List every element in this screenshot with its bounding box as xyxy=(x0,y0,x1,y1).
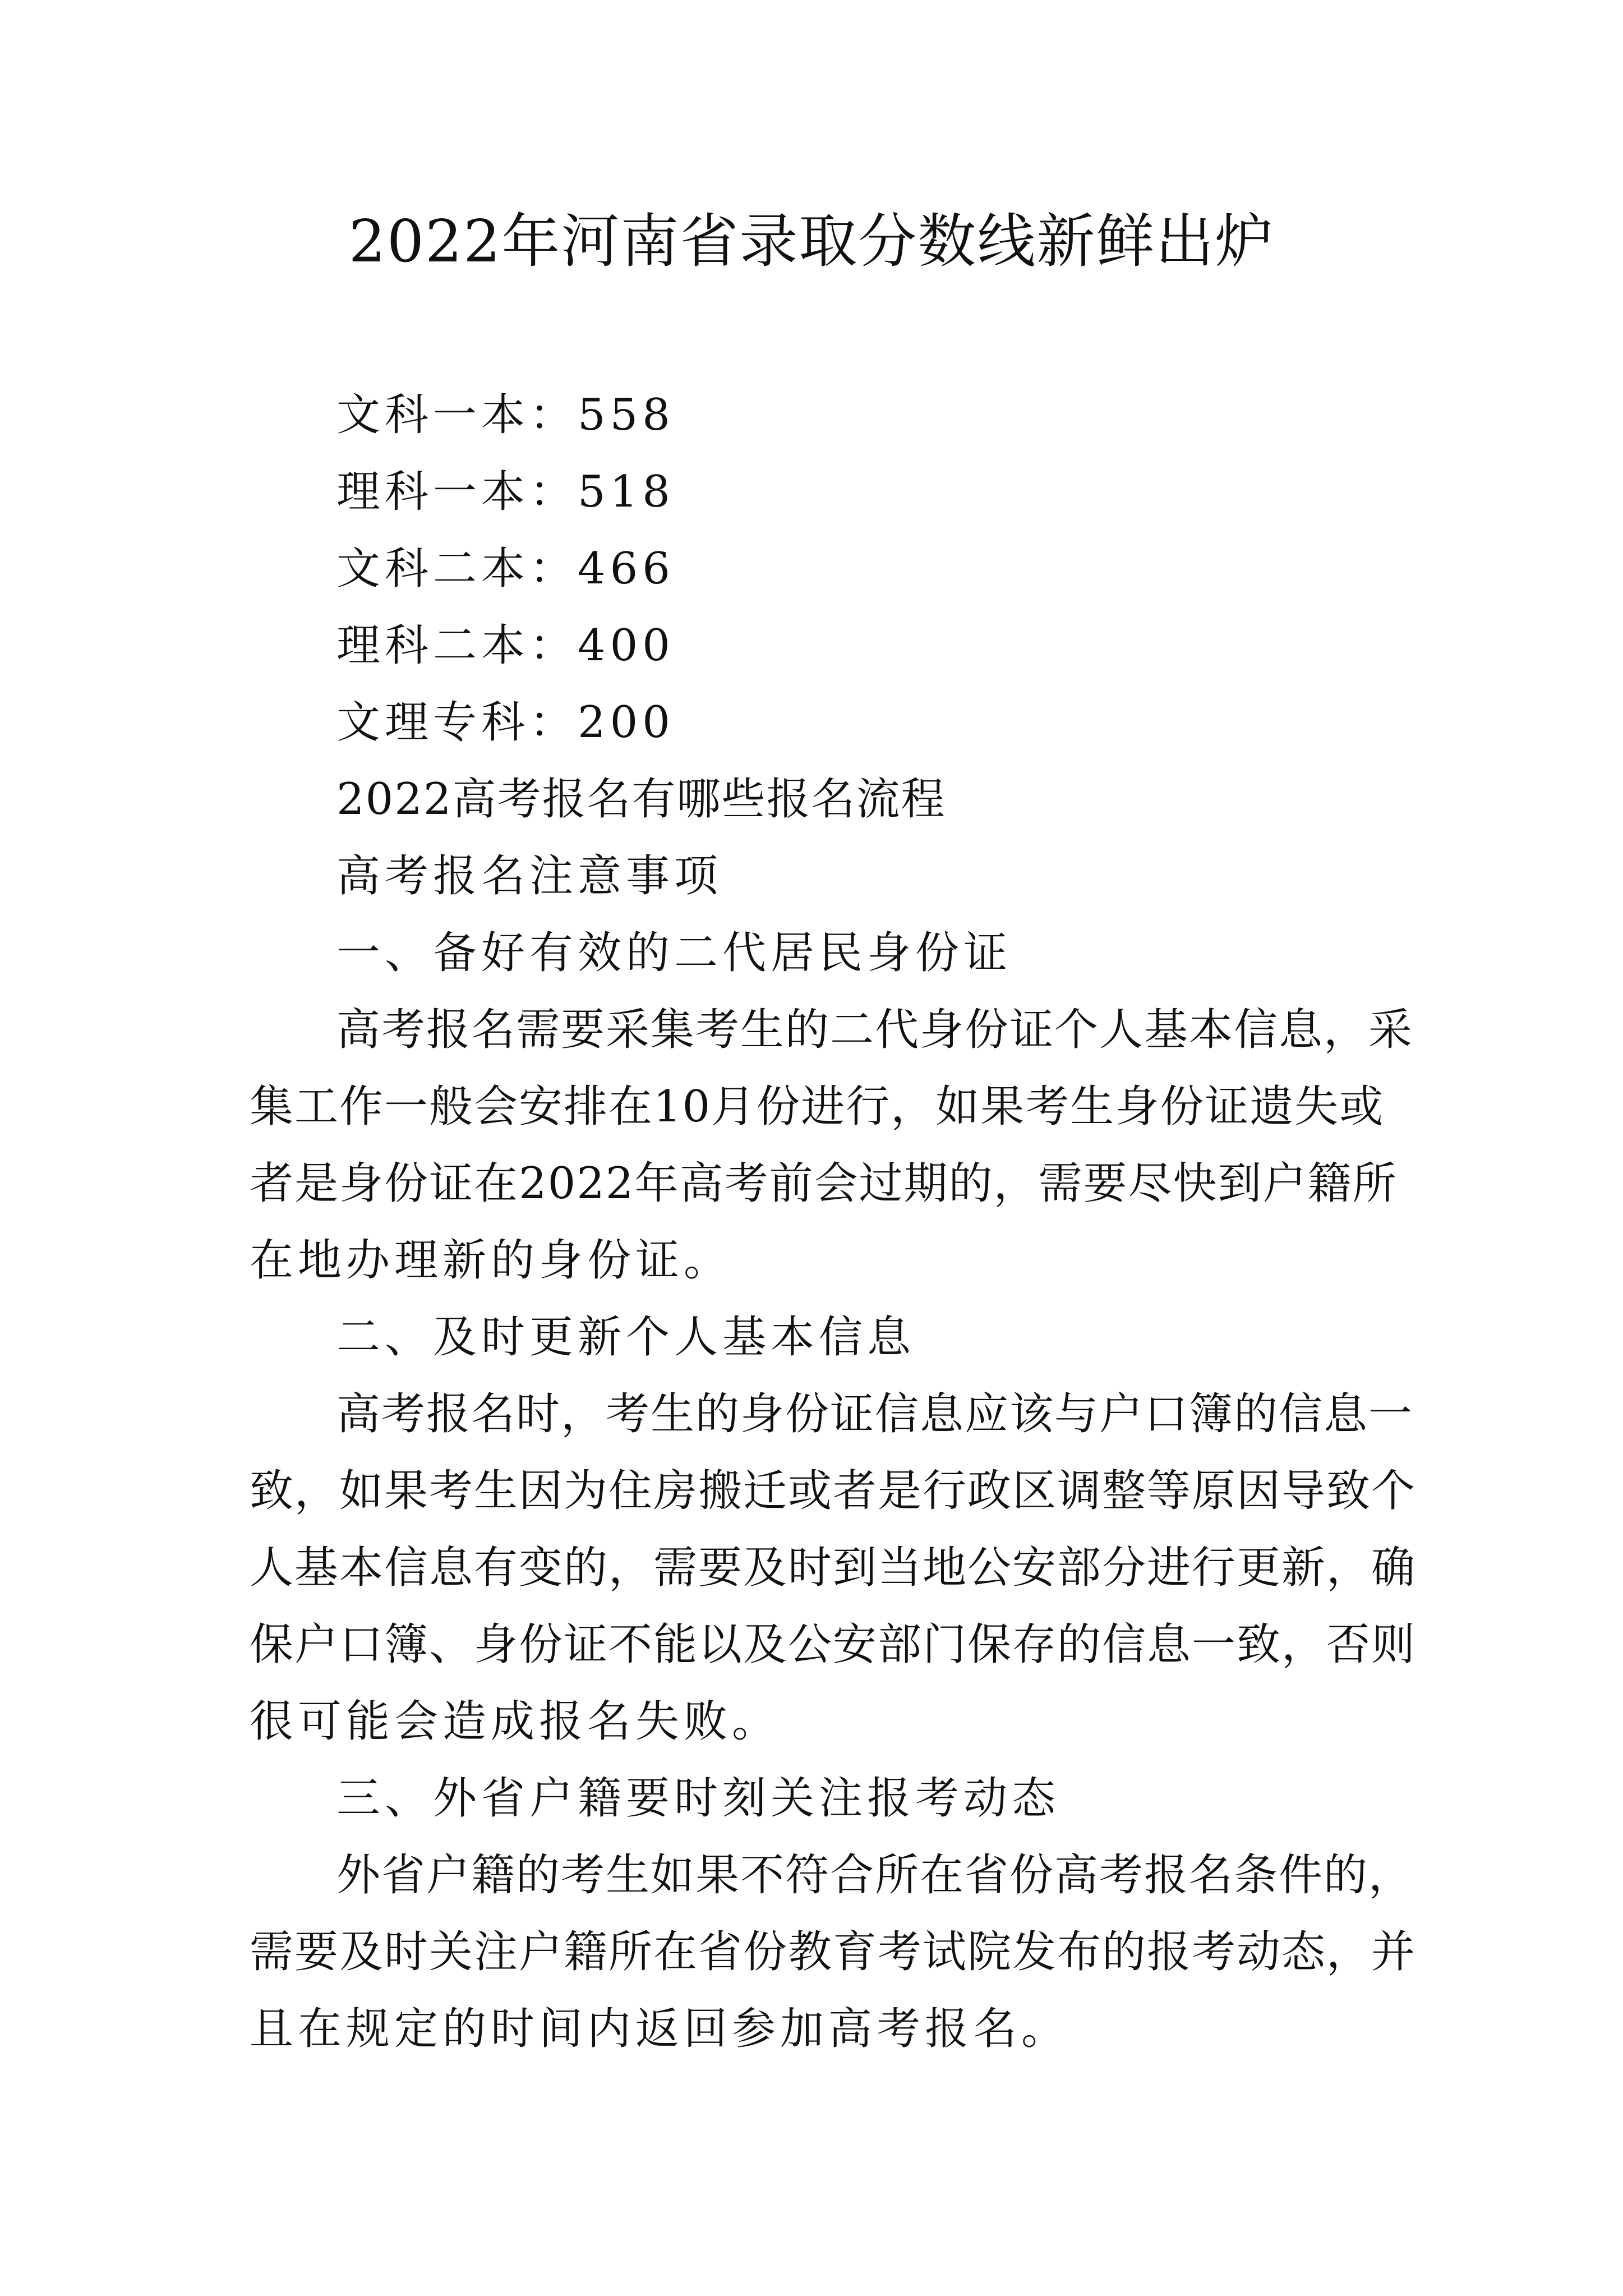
section1-line: 在地办理新的身份证。 xyxy=(250,1235,732,1286)
subheading-registration-notes: 高考报名注意事项 xyxy=(336,851,723,901)
document-title: 2022年河南省录取分数线新鲜出炉 xyxy=(348,207,1275,275)
section1-heading: 一、备好有效的二代居民身份证 xyxy=(336,928,1012,978)
section3-line: 且在规定的时间内返回参加高考报名。 xyxy=(250,2004,1070,2054)
section2-line: 人基本信息有变的，需要及时到当地公安部分进行更新，确 xyxy=(250,1543,1417,1593)
section2-line: 很可能会造成报名失败。 xyxy=(250,1696,781,1747)
score-line-arts-first-tier: 文科一本：558 xyxy=(336,390,675,440)
score-line-arts-second-tier: 文科二本：466 xyxy=(336,544,675,594)
score-line-science-first-tier: 理科一本：518 xyxy=(336,467,675,517)
subheading-registration-process: 2022高考报名有哪些报名流程 xyxy=(336,774,946,825)
section1-line: 集工作一般会安排在10月份进行，如果考生身份证遗失或 xyxy=(250,1082,1385,1132)
section2-line: 高考报名时，考生的身份证信息应该与户口簿的信息一 xyxy=(336,1389,1414,1439)
section1-line: 高考报名需要采集考生的二代身份证个人基本信息，采 xyxy=(336,1005,1414,1055)
section2-line: 保户口簿、身份证不能以及公安部门保存的信息一致，否则 xyxy=(250,1619,1417,1670)
section2-heading: 二、及时更新个人基本信息 xyxy=(336,1312,916,1363)
section2-line: 致，如果考生因为住房搬迁或者是行政区调整等原因导致个 xyxy=(250,1466,1417,1516)
score-line-vocational: 文理专科：200 xyxy=(336,697,675,748)
section3-heading: 三、外省户籍要时刻关注报考动态 xyxy=(336,1773,1061,1824)
score-line-science-second-tier: 理科二本：400 xyxy=(336,620,675,671)
section1-line: 者是身份证在2022年高考前会过期的，需要尽快到户籍所 xyxy=(250,1158,1398,1209)
section3-line: 外省户籍的考生如果不符合所在省份高考报名条件的， xyxy=(336,1850,1414,1901)
section3-line: 需要及时关注户籍所在省份教育考试院发布的报考动态，并 xyxy=(250,1927,1417,1977)
